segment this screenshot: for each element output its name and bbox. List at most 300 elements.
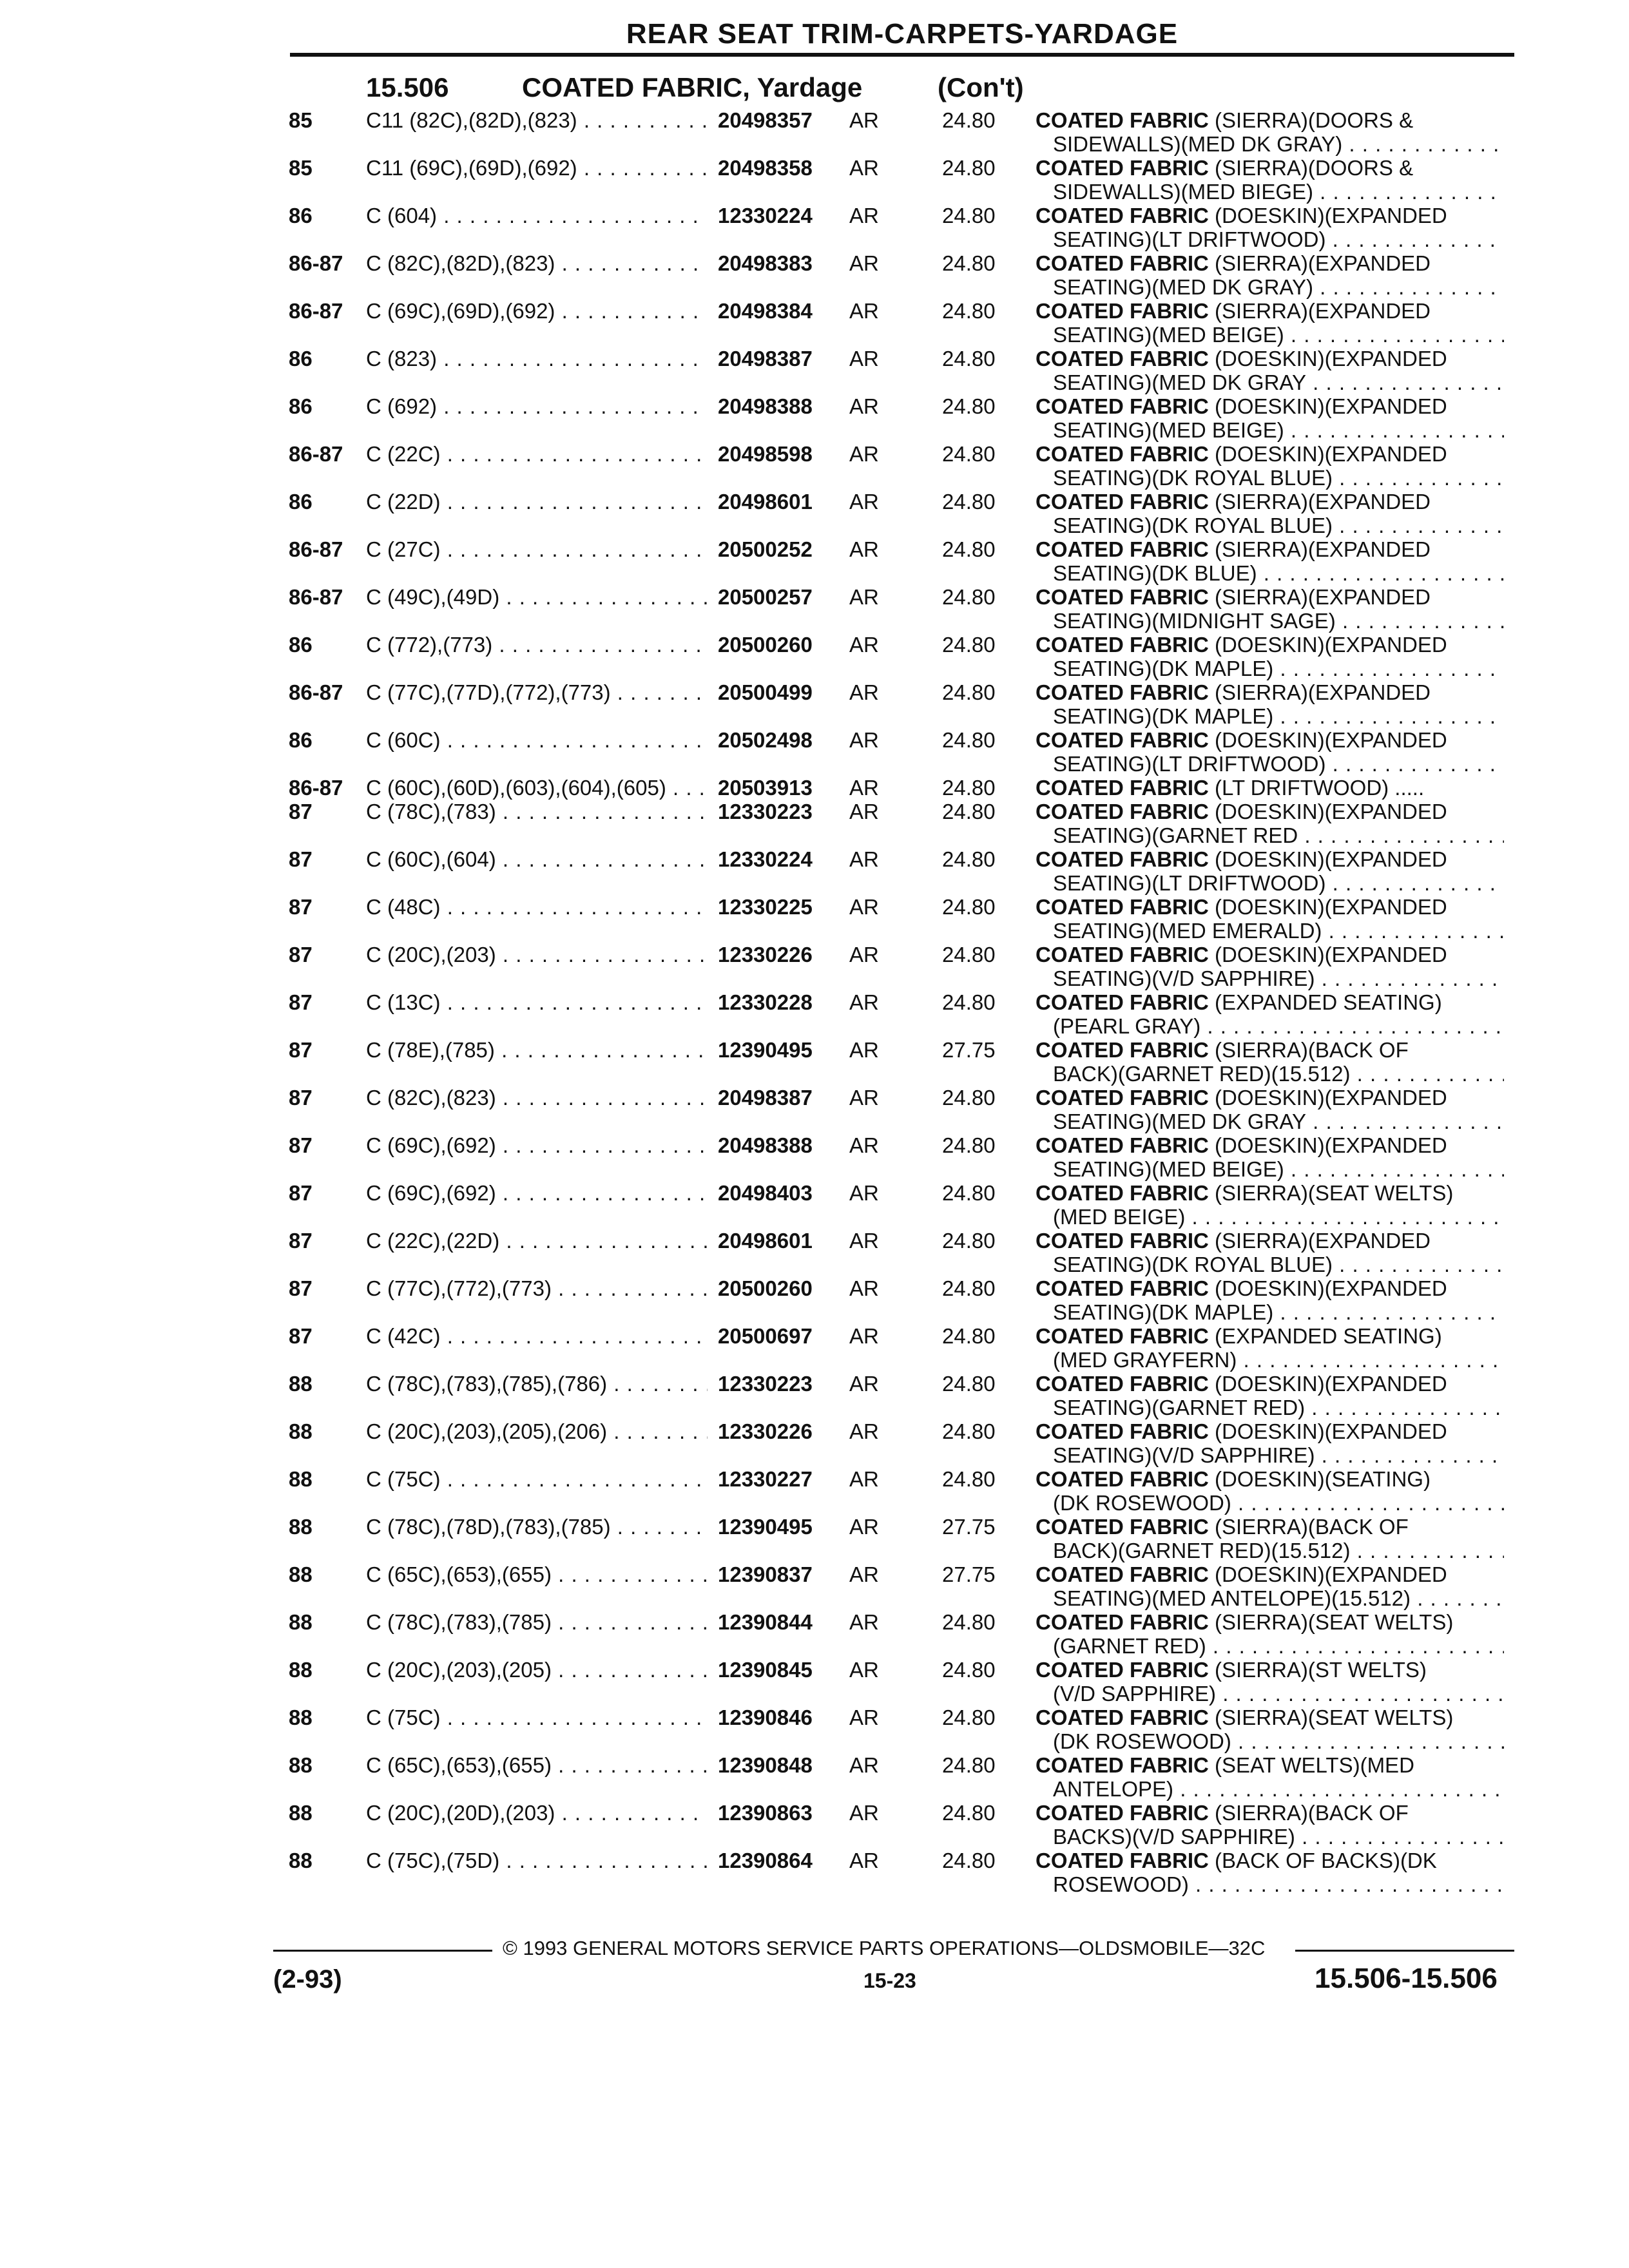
unit: AR [849,776,879,800]
description-bold: COATED FABRIC [1036,108,1209,132]
description-line-1 [1036,1086,1499,1110]
description-bold: COATED FABRIC [1036,204,1209,227]
description-line-1 [1036,299,1499,323]
description-bold: COATED FABRIC [1036,1038,1209,1062]
description-bold: COATED FABRIC [1036,990,1209,1014]
part-row [0,537,1629,585]
part-number: 20500260 [718,1276,813,1300]
description [1036,1658,1499,1706]
part-row [0,585,1629,633]
description-rest: (SIERRA)(SEAT WELTS) [1208,1706,1454,1729]
price: 24.80 [942,1324,996,1348]
part-number: 20502498 [718,728,813,752]
unit: AR [849,204,879,227]
description-bold: COATED FABRIC [1036,299,1209,323]
model-year: 88 [289,1372,313,1396]
description-bold: COATED FABRIC [1036,1849,1209,1872]
trim-code: C (772),(773) . . . [366,633,708,657]
description-bold: COATED FABRIC [1036,1467,1209,1491]
model-year: 86-87 [289,442,343,466]
description-line-1 [1036,204,1499,227]
description [1036,537,1499,585]
part-number: 12390848 [718,1753,813,1777]
price: 24.80 [942,1181,996,1205]
part-row [0,1324,1629,1372]
description [1036,251,1499,299]
description [1036,442,1499,490]
price: 24.80 [942,990,996,1014]
price: 24.80 [942,800,996,823]
trim-code: C (27C) . . . [366,537,708,561]
price: 24.80 [942,633,996,657]
price: 24.80 [942,1419,996,1443]
part-row [0,1038,1629,1086]
trim-code: C (22D) . . . [366,490,708,514]
description-rest: (DOESKIN)(EXPANDED [1208,204,1447,227]
price: 24.80 [942,299,996,323]
parts-list [0,108,1629,1896]
description [1036,1753,1499,1801]
description-rest: (SIERRA)(EXPANDED [1208,299,1431,323]
description-rest: (SIERRA)(BACK OF [1208,1038,1409,1062]
footer-rule-left [273,1950,492,1952]
description-rest: (LT DRIFTWOOD) ..... [1208,776,1425,800]
trim-code: C11 (69C),(69D),(692) . . . [366,156,708,180]
description-line-2: SEATING)(V/D SAPPHIRE) . . . [1053,966,1504,990]
model-year: 86-87 [289,680,343,704]
part-number: 20500697 [718,1324,813,1348]
description-rest: (SIERRA)(EXPANDED [1208,490,1431,514]
description-bold: COATED FABRIC [1036,1133,1209,1157]
continued-label: (Con't) [938,72,1024,102]
model-year: 88 [289,1849,313,1872]
description [1036,347,1499,394]
description-line-2: SEATING)(DK MAPLE) . . . [1053,704,1504,728]
description [1036,204,1499,251]
description-line-1 [1036,1276,1499,1300]
description-line-1 [1036,251,1499,275]
part-row [0,1849,1629,1896]
description-rest: (BACK OF BACKS)(DK [1208,1849,1437,1872]
price: 24.80 [942,585,996,609]
description [1036,1419,1499,1467]
description-line-2: ANTELOPE) . . . [1053,1777,1504,1801]
trim-code: C (77C),(772),(773) . . . [366,1276,708,1300]
trim-code: C (22C),(22D) . . . [366,1229,708,1253]
model-year: 87 [289,943,313,966]
price: 24.80 [942,1610,996,1634]
part-number: 12390863 [718,1801,813,1825]
part-row [0,633,1629,680]
description-line-2: SEATING)(MED BEIGE) . . . [1053,1157,1504,1181]
description-bold: COATED FABRIC [1036,1801,1209,1825]
price: 24.80 [942,847,996,871]
description [1036,1133,1499,1181]
description [1036,1229,1499,1276]
description-line-1 [1036,1038,1499,1062]
description-bold: COATED FABRIC [1036,847,1209,871]
model-year: 86 [289,204,313,227]
unit: AR [849,1658,879,1682]
part-number: 20498384 [718,299,813,323]
part-number: 12330224 [718,204,813,227]
description-rest: (DOESKIN)(EXPANDED [1208,895,1447,919]
description-rest: (DOESKIN)(EXPANDED [1208,1419,1447,1443]
description-rest: (SIERRA)(ST WELTS) [1208,1658,1427,1682]
part-row [0,680,1629,728]
description [1036,1467,1499,1515]
price: 24.80 [942,1658,996,1682]
part-number: 20498598 [718,442,813,466]
trim-code: C (78E),(785) . . . [366,1038,708,1062]
part-row [0,1658,1629,1706]
price: 24.80 [942,347,996,370]
description [1036,728,1499,776]
trim-code: C (82C),(823) . . . [366,1086,708,1110]
model-year: 87 [289,847,313,871]
model-year: 88 [289,1753,313,1777]
description-rest: (DOESKIN)(EXPANDED [1208,728,1447,752]
trim-code: C (604) . . . [366,204,708,227]
unit: AR [849,1706,879,1729]
description-line-2: SEATING)(MED BEIGE) . . . [1053,418,1504,442]
description-line-2: SEATING)(LT DRIFTWOOD) . . . [1053,871,1504,895]
description-line-2: (DK ROSEWOOD) . . . [1053,1491,1504,1515]
trim-code: C11 (82C),(82D),(823) . . . [366,108,708,132]
model-year: 88 [289,1610,313,1634]
part-row [0,1706,1629,1753]
trim-code: C (65C),(653),(655) . . . [366,1753,708,1777]
price: 24.80 [942,1753,996,1777]
part-number: 12390495 [718,1038,813,1062]
part-row [0,800,1629,847]
part-row [0,943,1629,990]
part-row [0,1801,1629,1849]
model-year: 88 [289,1706,313,1729]
model-year: 86-87 [289,299,343,323]
price: 24.80 [942,394,996,418]
description-line-2: SEATING)(MED DK GRAY . . . [1053,370,1504,394]
description-line-1 [1036,1372,1499,1396]
description-rest: (SIERRA)(EXPANDED [1208,1229,1431,1253]
description-line-2: SEATING)(DK ROYAL BLUE) . . . [1053,514,1504,537]
description-line-2: (DK ROSEWOOD) . . . [1053,1729,1504,1753]
description-line-1 [1036,680,1499,704]
part-number: 20503913 [718,776,813,800]
description-line-1 [1036,394,1499,418]
description [1036,943,1499,990]
part-number: 12330224 [718,847,813,871]
unit: AR [849,1419,879,1443]
unit: AR [849,1133,879,1157]
description [1036,895,1499,943]
part-number: 20500252 [718,537,813,561]
description-bold: COATED FABRIC [1036,394,1209,418]
part-number: 20500499 [718,680,813,704]
price: 24.80 [942,204,996,227]
description-line-1 [1036,633,1499,657]
unit: AR [849,680,879,704]
description [1036,776,1499,800]
description [1036,1372,1499,1419]
description-line-1 [1036,1467,1499,1491]
model-year: 87 [289,1133,313,1157]
trim-code: C (692) . . . [366,394,708,418]
page-title: REAR SEAT TRIM-CARPETS-YARDAGE [626,18,1179,50]
trim-code: C (13C) . . . [366,990,708,1014]
unit: AR [849,490,879,514]
unit: AR [849,895,879,919]
part-number: 12330226 [718,943,813,966]
description-line-2: SEATING)(LT DRIFTWOOD) . . . [1053,227,1504,251]
description-line-1 [1036,1562,1499,1586]
price: 24.80 [942,1229,996,1253]
description-line-2: SEATING)(MIDNIGHT SAGE) . . . [1053,609,1504,633]
price: 27.75 [942,1562,996,1586]
price: 24.80 [942,251,996,275]
model-year: 88 [289,1467,313,1491]
description-bold: COATED FABRIC [1036,537,1209,561]
model-year: 87 [289,1229,313,1253]
description [1036,1181,1499,1229]
price: 24.80 [942,943,996,966]
part-row [0,1229,1629,1276]
part-row [0,442,1629,490]
part-number: 12330223 [718,800,813,823]
trim-code: C (77C),(77D),(772),(773) . . . [366,680,708,704]
description-line-1 [1036,943,1499,966]
unit: AR [849,728,879,752]
description-line-1 [1036,1324,1499,1348]
part-number: 20498357 [718,108,813,132]
price: 24.80 [942,1849,996,1872]
part-number: 12390495 [718,1515,813,1539]
description [1036,800,1499,847]
footer-copyright: © 1993 GENERAL MOTORS SERVICE PARTS OPERATIONS—OLDSMOBILE—32C [503,1937,1266,1959]
description-rest: (DOESKIN)(EXPANDED [1208,633,1447,657]
part-number: 20498403 [718,1181,813,1205]
model-year: 86 [289,347,313,370]
price: 27.75 [942,1515,996,1539]
description-rest: (SIERRA)(BACK OF [1208,1515,1409,1539]
description-line-1 [1036,800,1499,823]
trim-code: C (49C),(49D) . . . [366,585,708,609]
model-year: 86 [289,490,313,514]
part-number: 12390837 [718,1562,813,1586]
part-row [0,1753,1629,1801]
price: 24.80 [942,156,996,180]
model-year: 87 [289,800,313,823]
unit: AR [849,1229,879,1253]
part-row [0,1610,1629,1658]
part-row [0,1086,1629,1133]
trim-code: C (78C),(783),(785) . . . [366,1610,708,1634]
description-rest: (DOESKIN)(EXPANDED [1208,442,1447,466]
part-row [0,895,1629,943]
unit: AR [849,394,879,418]
description-bold: COATED FABRIC [1036,1372,1209,1396]
description-line-2: (V/D SAPPHIRE) . . . [1053,1682,1504,1706]
description [1036,156,1499,204]
model-year: 88 [289,1801,313,1825]
price: 24.80 [942,1706,996,1729]
part-row [0,1562,1629,1610]
section-number: 15.506 [366,72,449,102]
description-line-1 [1036,1658,1499,1682]
unit: AR [849,299,879,323]
unit: AR [849,1610,879,1634]
trim-code: C (69C),(692) . . . [366,1133,708,1157]
unit: AR [849,347,879,370]
trim-code: C (60C) . . . [366,728,708,752]
description-rest: (SIERRA)(SEAT WELTS) [1208,1181,1454,1205]
part-row [0,108,1629,156]
part-number: 12390844 [718,1610,813,1634]
trim-code: C (75C) . . . [366,1706,708,1729]
description-line-2: SEATING)(DK BLUE) . . . [1053,561,1504,585]
trim-code: C (75C),(75D) . . . [366,1849,708,1872]
unit: AR [849,1372,879,1396]
description [1036,1610,1499,1658]
description-line-1 [1036,442,1499,466]
price: 24.80 [942,1372,996,1396]
part-number: 12330223 [718,1372,813,1396]
description-rest: (SIERRA)(EXPANDED [1208,537,1431,561]
model-year: 87 [289,1276,313,1300]
part-number: 20498383 [718,251,813,275]
trim-code: C (78C),(783),(785),(786) . . . [366,1372,708,1396]
description-line-1 [1036,1515,1499,1539]
description-line-2: SEATING)(V/D SAPPHIRE) . . . [1053,1443,1504,1467]
description-bold: COATED FABRIC [1036,347,1209,370]
description-rest: (SIERRA)(EXPANDED [1208,680,1431,704]
description [1036,299,1499,347]
description [1036,1706,1499,1753]
model-year: 86-87 [289,251,343,275]
description-rest: (DOESKIN)(EXPANDED [1208,347,1447,370]
trim-code: C (20C),(203) . . . [366,943,708,966]
model-year: 86-87 [289,776,343,800]
part-number: 12390846 [718,1706,813,1729]
description-bold: COATED FABRIC [1036,1324,1209,1348]
part-row [0,156,1629,204]
footer-rule-right [1295,1950,1514,1952]
description [1036,990,1499,1038]
price: 24.80 [942,1133,996,1157]
description-rest: (SIERRA)(BACK OF [1208,1801,1409,1825]
description-line-1 [1036,1849,1499,1872]
part-row [0,394,1629,442]
model-year: 87 [289,1086,313,1110]
title-rule [290,53,1514,57]
description-rest: (DOESKIN)(EXPANDED [1208,1562,1447,1586]
description-bold: COATED FABRIC [1036,1706,1209,1729]
description-line-1 [1036,1801,1499,1825]
description-line-1 [1036,776,1499,800]
description-line-2: SEATING)(MED BEIGE) . . . [1053,323,1504,347]
description-line-1 [1036,990,1499,1014]
unit: AR [849,633,879,657]
price: 24.80 [942,1801,996,1825]
description-bold: COATED FABRIC [1036,251,1209,275]
model-year: 86 [289,633,313,657]
price: 24.80 [942,895,996,919]
description-line-1 [1036,1706,1499,1729]
description-rest: (SIERRA)(DOORS & [1208,156,1414,180]
price: 24.80 [942,1086,996,1110]
description-line-1 [1036,1610,1499,1634]
description-bold: COATED FABRIC [1036,680,1209,704]
part-number: 20498358 [718,156,813,180]
unit: AR [849,108,879,132]
price: 24.80 [942,1467,996,1491]
trim-code: C (69C),(692) . . . [366,1181,708,1205]
description-line-2: (MED BEIGE) . . . [1053,1205,1504,1229]
trim-code: C (78C),(783) . . . [366,800,708,823]
price: 24.80 [942,680,996,704]
part-number: 20498388 [718,394,813,418]
description-line-1 [1036,1229,1499,1253]
description [1036,1086,1499,1133]
description [1036,633,1499,680]
trim-code: C (60C),(604) . . . [366,847,708,871]
description [1036,1515,1499,1562]
description [1036,1324,1499,1372]
description [1036,847,1499,895]
description-line-2: SEATING)(DK MAPLE) . . . [1053,657,1504,680]
description-line-2: BACKS)(V/D SAPPHIRE) . . . [1053,1825,1504,1849]
part-number: 12330227 [718,1467,813,1491]
price: 24.80 [942,537,996,561]
part-row [0,1181,1629,1229]
description-rest: (DOESKIN)(EXPANDED [1208,394,1447,418]
description-rest: (DOESKIN)(EXPANDED [1208,847,1447,871]
description-rest: (EXPANDED SEATING) [1208,1324,1442,1348]
description-line-2: BACK)(GARNET RED)(15.512) . . . [1053,1062,1504,1086]
trim-code: C (20C),(20D),(203) . . . [366,1801,708,1825]
model-year: 85 [289,108,313,132]
part-row [0,1133,1629,1181]
description-rest: (SIERRA)(EXPANDED [1208,251,1431,275]
description-rest: (DOESKIN)(EXPANDED [1208,1086,1447,1110]
footer-date: (2-93) [273,1965,342,1994]
part-number: 12390845 [718,1658,813,1682]
description-rest: (SIERRA)(SEAT WELTS) [1208,1610,1454,1634]
description [1036,585,1499,633]
description-line-2: SEATING)(DK ROYAL BLUE) . . . [1053,466,1504,490]
part-number: 12330226 [718,1419,813,1443]
model-year: 87 [289,990,313,1014]
description-line-2: SEATING)(GARNET RED) . . . [1053,1396,1504,1419]
trim-code: C (65C),(653),(655) . . . [366,1562,708,1586]
description-line-2: (MED GRAYFERN) . . . [1053,1348,1504,1372]
price: 24.80 [942,776,996,800]
part-row [0,776,1629,800]
description-line-2: SEATING)(MED ANTELOPE)(15.512) . . . [1053,1586,1504,1610]
description-bold: COATED FABRIC [1036,1658,1209,1682]
description-line-1 [1036,1181,1499,1205]
unit: AR [849,1086,879,1110]
model-year: 85 [289,156,313,180]
part-row [0,1419,1629,1467]
trim-code: C (48C) . . . [366,895,708,919]
description-line-1 [1036,490,1499,514]
trim-code: C (75C) . . . [366,1467,708,1491]
description [1036,490,1499,537]
description [1036,1038,1499,1086]
description-line-2: BACK)(GARNET RED)(15.512) . . . [1053,1539,1504,1562]
section-header [0,72,1629,110]
